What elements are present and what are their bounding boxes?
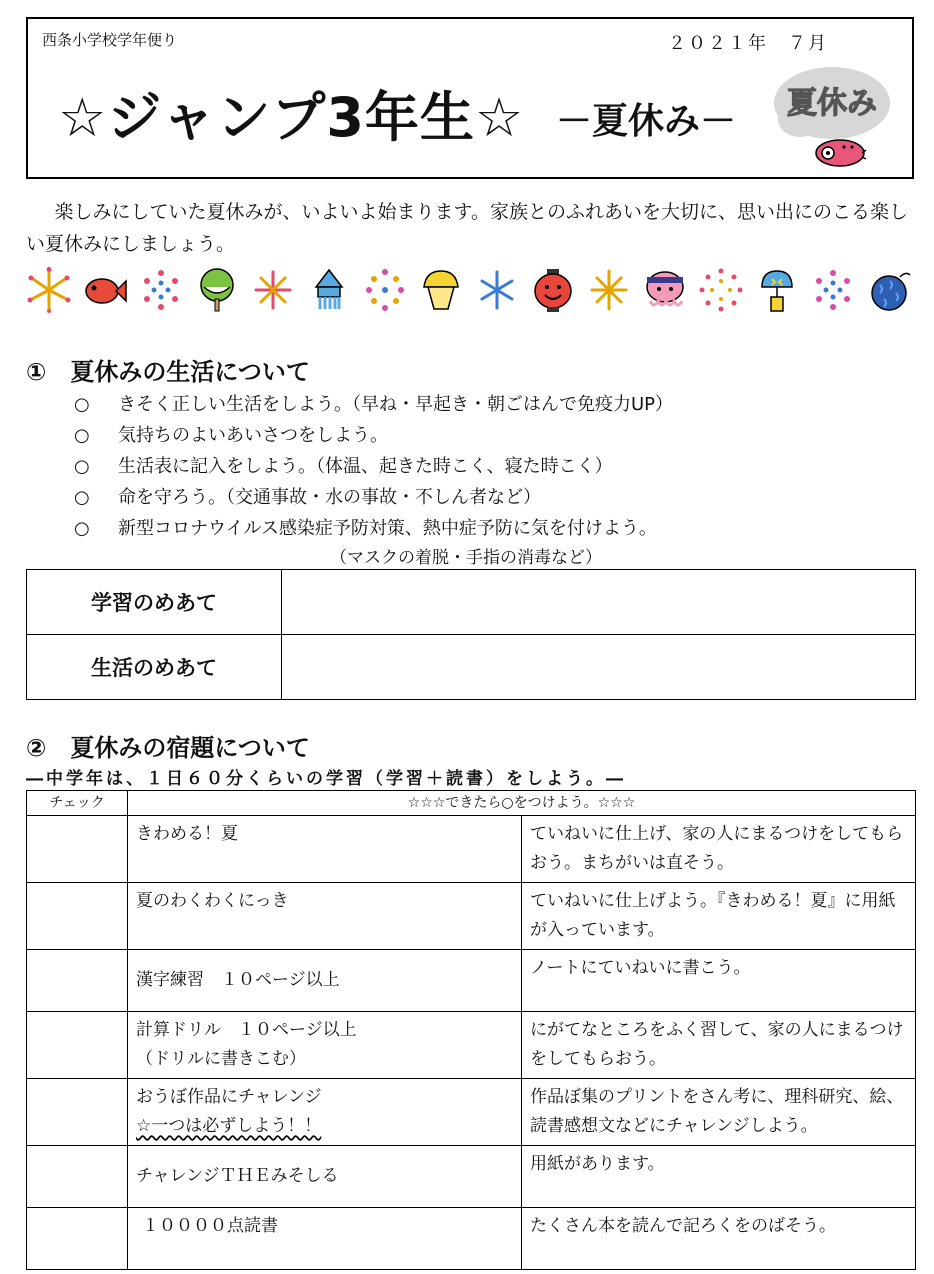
table-row: [27, 950, 916, 1012]
table-header-row: [27, 791, 916, 816]
table-row: [27, 1012, 916, 1079]
newsletter-subtitle: －夏休み－: [556, 101, 737, 142]
task-cell: 漢字練習 １０ページ以上: [128, 950, 522, 1012]
section2-tagline: ―中学年は、１日６０分くらいの学習（学習＋読書）をしよう。―: [26, 769, 626, 789]
task-cell: 夏のわくわくにっき: [128, 883, 522, 950]
squid-icon: [306, 267, 352, 313]
goal-value[interactable]: [282, 570, 916, 635]
firework-icon: [810, 267, 856, 313]
list-item: ○ 命を守ろう。（交通事故・水の事故・不しん者など）: [74, 487, 541, 508]
badge-text: 夏休み: [787, 86, 877, 121]
newsletter-title: ☆ジャンプ3年生☆: [58, 86, 525, 149]
task-cell: １００００点読書: [128, 1208, 522, 1270]
check-cell[interactable]: [27, 1146, 128, 1208]
goals-table: [26, 569, 916, 700]
table-row: [27, 1146, 916, 1208]
check-cell[interactable]: [27, 1079, 128, 1146]
octopus-icon: [642, 267, 688, 313]
goldfish-icon: [82, 267, 128, 313]
goal-label: 学習のめあて: [27, 570, 282, 635]
table-row: [27, 1079, 916, 1146]
desc-cell: 作品ぼ集のプリントをさん考に、理科研究、絵、読書感想文などにチャレンジしよう。: [522, 1079, 916, 1146]
summer-badge-icon: [770, 63, 894, 167]
table-row: [27, 883, 916, 950]
check-instruction: ☆☆☆できたら○をつけよう。☆☆☆: [128, 791, 916, 816]
mosquito-coil-icon: [816, 140, 866, 166]
desc-cell: たくさん本を読んで記ろくをのばそう。: [522, 1208, 916, 1270]
firework-icon: [138, 267, 184, 313]
icon-strip: [26, 264, 912, 316]
task-cell: チャレンジＴＨＥみそしる: [128, 1146, 522, 1208]
task-cell: おうぼ作品にチャレンジ ☆一つは必ずしよう！！: [128, 1079, 522, 1146]
wind-chime-icon: [754, 267, 800, 313]
section2-title: ② 夏休みの宿題について: [26, 734, 310, 762]
homework-table: [26, 790, 916, 1270]
firework-icon: [362, 267, 408, 313]
issue-date: ２０２１年 ７月: [668, 33, 828, 54]
check-cell[interactable]: [27, 883, 128, 950]
desc-cell: 用紙があります。: [522, 1146, 916, 1208]
school-name: 西条小学校学年便り: [42, 31, 178, 49]
table-row: [27, 635, 916, 700]
list-item-note: （マスクの着脱・手指の消毒など）: [330, 548, 602, 568]
shaved-ice-icon: [418, 267, 464, 313]
fan-icon: [194, 267, 240, 313]
table-row: [27, 816, 916, 883]
section1-title: ① 夏休みの生活について: [26, 358, 310, 386]
header-box: [26, 17, 914, 179]
firework-icon: [586, 267, 632, 313]
intro-paragraph: 楽しみにしていた夏休みが、いよいよ始まります。家族とのふれあいを大切に、思い出にのこる楽しい夏休みにしましょう。: [26, 201, 908, 255]
firework-icon: [698, 267, 744, 313]
firework-icon: [250, 267, 296, 313]
check-cell[interactable]: [27, 816, 128, 883]
firework-icon: [26, 267, 72, 313]
desc-cell: ていねいに仕上げよう。『きわめる！夏』に用紙が入っています。: [522, 883, 916, 950]
watermelon-icon: [866, 267, 912, 313]
check-cell[interactable]: [27, 1208, 128, 1270]
check-header: チェック: [27, 791, 128, 816]
list-item: ○ 新型コロナウイルス感染症予防対策、熱中症予防に気を付けよう。: [74, 518, 657, 539]
table-row: [27, 570, 916, 635]
desc-cell: ノートにていねいに書こう。: [522, 950, 916, 1012]
goal-label: 生活のめあて: [27, 635, 282, 700]
desc-cell: にがてなところをふく習して、家の人にまるつけをしてもらおう。: [522, 1012, 916, 1079]
list-item: ○ 気持ちのよいあいさつをしよう。: [74, 425, 388, 446]
desc-cell: ていねいに仕上げ、家の人にまるつけをしてもらおう。まちがいは直そう。: [522, 816, 916, 883]
list-item: ○ 生活表に記入をしよう。（体温、起きた時こく、寝た時こく）: [74, 456, 613, 477]
check-cell[interactable]: [27, 950, 128, 1012]
firework-icon: [474, 267, 520, 313]
goal-value[interactable]: [282, 635, 916, 700]
task-cell: きわめる！夏: [128, 816, 522, 883]
list-item: ○ きそく正しい生活をしよう。（早ね・早起き・朝ごはんで免疫力UP）: [74, 394, 674, 415]
check-cell[interactable]: [27, 1012, 128, 1079]
table-row: [27, 1208, 916, 1270]
lantern-icon: [530, 267, 576, 313]
task-cell: 計算ドリル １０ページ以上 （ドリルに書きこむ）: [128, 1012, 522, 1079]
